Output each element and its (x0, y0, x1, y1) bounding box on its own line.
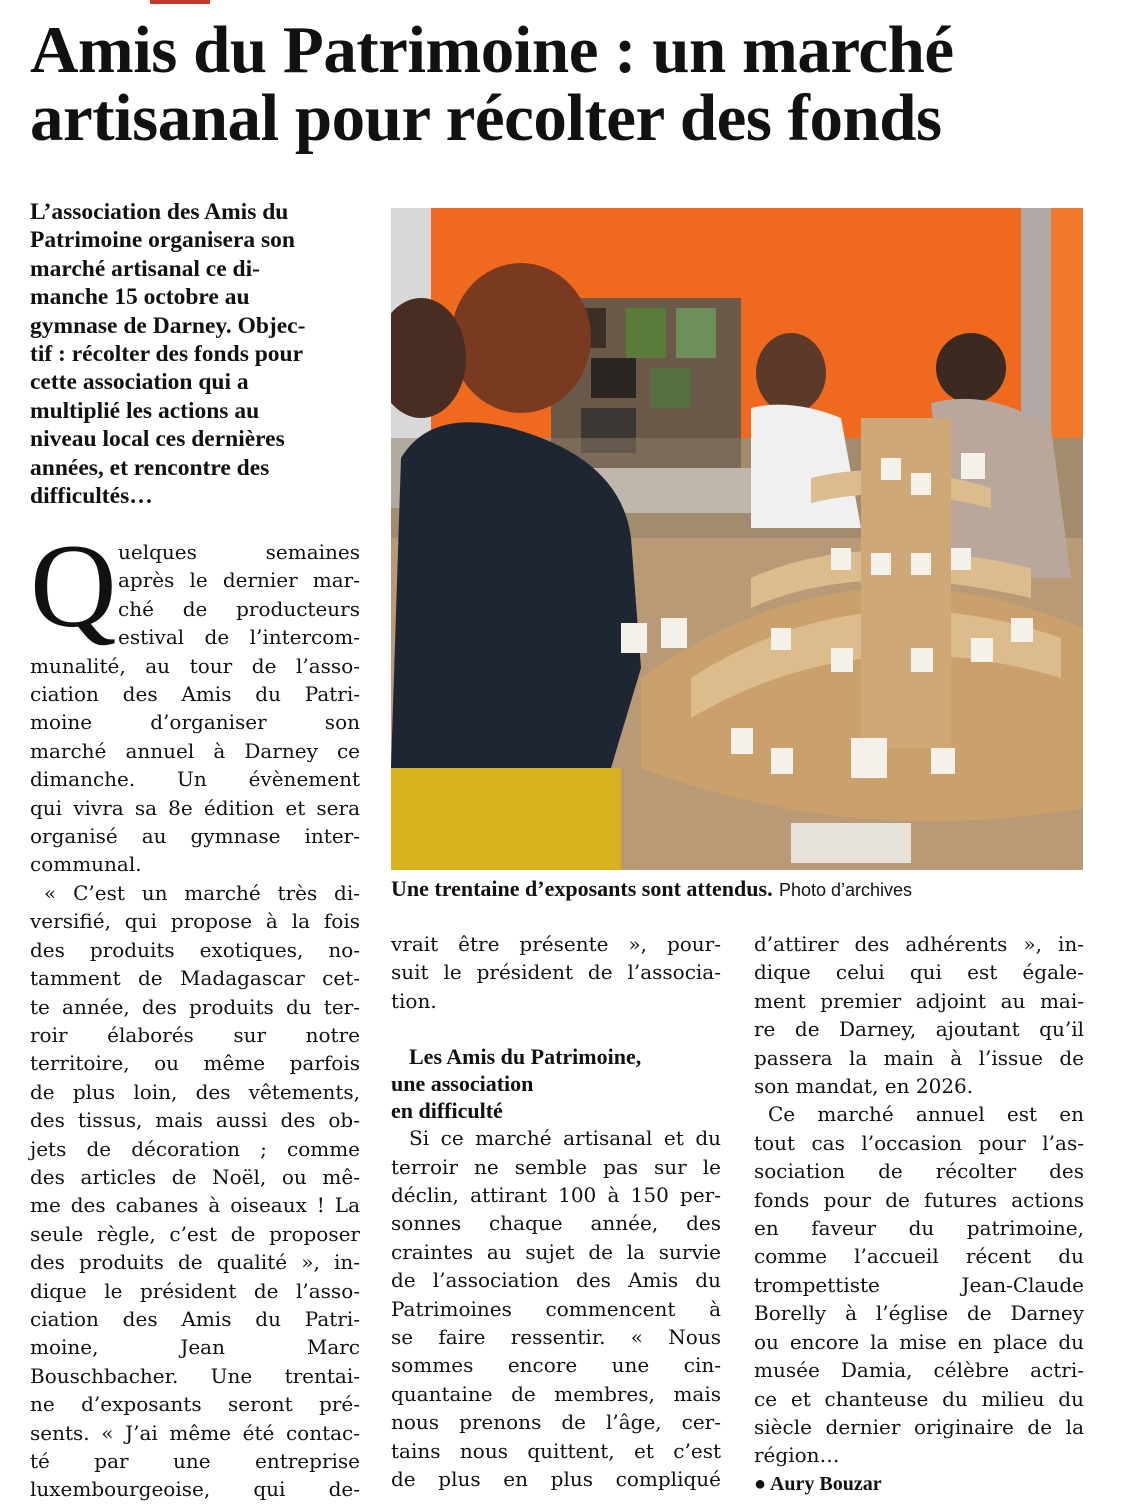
text-line: re de Darney, ajoutant qu’il (754, 1017, 1084, 1042)
text-line: Si ce marché artisanal et du (409, 1126, 721, 1151)
text-line: ché de producteurs (118, 596, 360, 621)
subheading-line: une association (391, 1071, 534, 1097)
text-line: son mandat, en 2026. (754, 1074, 974, 1099)
text-line: tamment de Madagascar cet- (30, 966, 360, 991)
text-line: tains nous quittent, et c’est (391, 1438, 721, 1463)
text-line: moine, Jean Marc (30, 1335, 360, 1360)
text-line: déclin, attirant 100 à 150 per- (391, 1183, 721, 1208)
lead-line: marché artisanal ce di- (30, 255, 260, 282)
lead-line: Patrimoine organisera son (30, 227, 295, 254)
lead-paragraph (30, 198, 375, 510)
lead-line: gymnase de Darney. Objec- (30, 312, 306, 339)
article-column-2 (391, 930, 721, 1494)
lead-line: tif : récolter des fonds pour (30, 341, 304, 368)
text-line: seule règle, c’est de proposer (30, 1221, 360, 1246)
text-line: terroir ne semble pas sur le (391, 1154, 721, 1179)
text-line: des produits de qualité », in- (30, 1250, 360, 1275)
text-line: ou encore la mise en place du (754, 1329, 1084, 1354)
lead-line: cette association qui a (30, 369, 249, 396)
text-line: ciation des Amis du Patri- (30, 682, 360, 707)
text-line: nous prenons de l’âge, cer- (391, 1410, 721, 1435)
text-line: dique celui qui est égale- (754, 960, 1084, 985)
text-line: fonds pour de futures actions (754, 1187, 1084, 1212)
text-line: vrait être présente », pour- (391, 932, 721, 956)
text-line: dique le président de l’asso- (30, 1278, 360, 1303)
article-column-3 (754, 930, 1084, 1498)
headline-line: artisanal pour récolter des fonds (30, 81, 942, 155)
text-line: territoire, ou même parfois (30, 1051, 360, 1076)
article-photo (391, 208, 1083, 870)
text-line: craintes au sujet de la survie (391, 1239, 721, 1264)
text-line: ment premier adjoint au mai- (754, 988, 1084, 1013)
text-line: de plus loin, des vêtements, (30, 1079, 360, 1104)
text-line: ne d’exposants seront pré- (30, 1392, 360, 1417)
text-line: quantaine de membres, mais (391, 1381, 721, 1406)
text-line: dimanche. Un évènement (30, 767, 360, 792)
text-line: siècle dernier originaire de la (754, 1414, 1084, 1439)
text-line: communal. (30, 852, 142, 877)
text-line: té par une entreprise (30, 1449, 360, 1473)
text-line: munalité, au tour de l’asso- (30, 653, 360, 678)
text-line: des tissus, mais aussi des ob- (30, 1108, 360, 1133)
lead-line: niveau local ces dernières (30, 426, 285, 453)
subheading-line: Les Amis du Patrimoine, (409, 1044, 642, 1070)
author-signature: ● Aury Bouzar (754, 1472, 882, 1495)
subheading (391, 1043, 721, 1124)
text-line: des articles de Noël, ou mê- (30, 1164, 360, 1189)
lead-line: multiplié les actions au (30, 397, 260, 424)
text-line: musée Damia, célèbre actri- (754, 1358, 1084, 1383)
text-line: luxembourgeoise, qui de- (30, 1477, 360, 1502)
text-line: Borelly à l’église de Darney (754, 1301, 1084, 1326)
text-line: sents. « J’ai même été contac- (30, 1420, 360, 1445)
text-line: estival de l’intercom- (118, 625, 360, 650)
text-line: roir élaborés sur notre (30, 1022, 360, 1047)
text-line: marché annuel à Darney ce (30, 738, 360, 763)
text-line: uelques semaines (118, 540, 360, 564)
text-line: qui vivra sa 8e édition et sera (30, 795, 360, 820)
text-line: tout cas l’occasion pour l’as- (754, 1130, 1084, 1155)
section-marker (150, 0, 210, 4)
text-line: comme l’accueil récent du (754, 1244, 1084, 1269)
text-line: « C’est un marché très di- (44, 880, 360, 905)
headline (30, 13, 1120, 155)
text-line: d’attirer des adhérents », in- (754, 932, 1084, 956)
text-line: sonnes chaque année, des (391, 1211, 721, 1236)
text-line: des produits exotiques, no- (30, 937, 360, 962)
text-line: trompettiste Jean-Claude (754, 1272, 1084, 1297)
drop-cap: Q (30, 519, 117, 652)
article-column-1 (30, 538, 360, 1504)
text-line: Bouschbacher. Une trentai- (30, 1363, 360, 1388)
text-line: après le dernier mar- (118, 568, 360, 593)
text-line: sommes encore une cin- (391, 1353, 721, 1378)
text-line: ce et chanteuse du milieu du (754, 1386, 1084, 1411)
text-line: moine d’organiser son (30, 710, 360, 735)
headline-line: Amis du Patrimoine : un marché (30, 13, 954, 87)
subheading-line: en difficulté (391, 1098, 503, 1124)
photo-caption (391, 875, 1091, 904)
text-line: me des cabanes à oiseaux ! La (30, 1193, 360, 1218)
text-line: suit le président de l’associa- (391, 960, 721, 985)
text-line: Ce marché annuel est en (768, 1102, 1084, 1127)
text-line: ciation des Amis du Patri- (30, 1306, 360, 1331)
text-line: de l’association des Amis du (391, 1268, 721, 1293)
lead-line: L’association des Amis du (30, 199, 289, 225)
text-line: te année, des produits du ter- (30, 994, 360, 1019)
text-line: en faveur du patrimoine, (754, 1216, 1084, 1241)
text-line: sociation de récolter des (754, 1159, 1084, 1184)
lead-line: manche 15 octobre au (30, 284, 250, 311)
text-line: tion. (391, 988, 437, 1013)
photo-credit: Photo d’archives (778, 880, 913, 900)
caption-text: Une trentaine d’exposants sont attendus. (391, 876, 773, 901)
text-line: de plus en plus compliqué (391, 1467, 721, 1492)
lead-line: difficultés… (30, 483, 153, 510)
lead-line: années, et rencontre des (30, 454, 270, 481)
text-line: organisé au gymnase inter- (30, 824, 360, 849)
text-line: région… (754, 1443, 840, 1468)
text-line: versifié, qui propose à la fois (30, 909, 360, 934)
text-line: Patrimoines commencent à (391, 1296, 721, 1321)
photo-illustration (391, 208, 1083, 870)
text-line: se faire ressentir. « Nous (391, 1325, 721, 1350)
text-line: passera la main à l’issue de (754, 1045, 1084, 1070)
text-line: jets de décoration ; comme (30, 1136, 360, 1161)
